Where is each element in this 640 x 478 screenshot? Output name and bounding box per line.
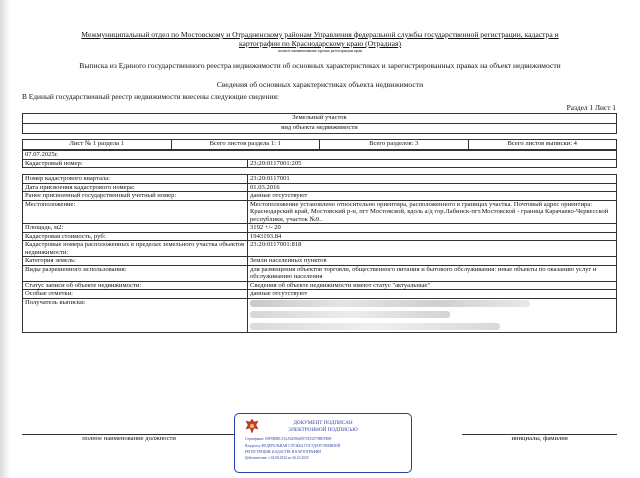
stamp-title-2: ЭЛЕКТРОННОЙ ПОДПИСЬЮ xyxy=(288,427,358,433)
redaction-1 xyxy=(250,300,530,307)
redaction-2 xyxy=(250,311,450,318)
row-label-assignment-date: Дата присвоения кадастрового номера: xyxy=(23,183,248,192)
row-label-cadastral-number: Кадастровый номер: xyxy=(23,159,248,168)
row-label-land-category: Категория земель: xyxy=(23,257,248,266)
e-signature-stamp xyxy=(234,413,412,473)
row-value-special-notes: данные отсутствуют xyxy=(248,290,617,299)
total-sheets: Всего листов выписки: 4 xyxy=(468,140,617,150)
row-value-permitted-use: для размещения объектов торговли, общественного питания и бытового обслуживания: иные объекты по оказанию услуг и обслуживанию населения xyxy=(248,265,617,281)
page-shadow xyxy=(0,0,10,478)
row-value-previous-number: данные отсутствуют xyxy=(248,192,617,201)
sheet-info-table xyxy=(22,139,617,150)
authority-line-1 xyxy=(20,30,620,39)
row-value-assignment-date: 01.03.2016 xyxy=(248,183,617,192)
row-value-objects-within: 23:20:0117001:818 xyxy=(248,241,617,257)
sheets-in-section: Всего листов раздела 1: 1 xyxy=(171,140,320,150)
row-value-cadastral-value: 1943193.84 xyxy=(248,232,617,241)
row-label-recipient: Получатель выписки: xyxy=(23,298,248,333)
redaction-3 xyxy=(250,323,500,330)
row-label-record-status: Статус записи об объекте недвижимости: xyxy=(23,281,248,290)
table-spacer xyxy=(23,168,617,175)
row-label-cadastral-value: Кадастровая стоимость, руб: xyxy=(23,232,248,241)
authority-text-2: картографии по Краснодарскому краю (Отрадная) xyxy=(238,39,402,48)
authority-caption: полное наименование органа регистрации прав xyxy=(277,48,363,53)
row-label-location: Местоположение: xyxy=(23,200,248,224)
row-value-location: Местоположение установлено относительно ориентира, расположенного в границах участка. Почтовый адрес ориентира: Краснодарский край, Мостовский р-н, пгт Мостовской, вдоль а/д гор.Лабинск-пгт.Мостовской - граница Карачаево-Черкесской республики, участок №9.. xyxy=(248,200,617,224)
stamp-certificate: Сертификат: 00F9B8DC161A02586459701E2579BEFB09 xyxy=(245,437,332,441)
authority-line-2 xyxy=(20,39,620,48)
row-value-recipient-redacted xyxy=(248,298,617,333)
row-label-objects-within: Кадастровые номера расположенных в пределах земельного участка объектов недвижимости: xyxy=(23,241,248,257)
intro-text: В Единый государственный реестр недвижимости внесены следующие сведения: xyxy=(22,92,279,101)
stamp-title-1: ДОКУМЕНТ ПОДПИСАН xyxy=(293,420,353,426)
position-field xyxy=(22,414,236,435)
row-label-previous-number: Ранее присвоенный государственный учетный номер: xyxy=(23,192,248,201)
stamp-owner-2: РЕГИСТРАЦИИ, КАДАСТРА И КАРТОГРАФИИ xyxy=(245,450,321,454)
row-label-permitted-use: Виды разрешенного использования: xyxy=(23,265,248,281)
name-caption: инициалы, фамилия xyxy=(511,435,568,442)
extract-date: 07.07.2025г. xyxy=(23,151,617,160)
extract-title: Выписка из Единого государственного реестра недвижимости об основных характеристиках и зарегистрированных правах на объект недвижимости xyxy=(79,61,561,70)
row-value-land-category: Земли населенных пунктов xyxy=(248,257,617,266)
total-sections: Всего разделов: 3 xyxy=(320,140,469,150)
name-field xyxy=(462,414,617,435)
row-label-area: Площадь, м2: xyxy=(23,224,248,233)
characteristics-table xyxy=(22,150,617,333)
row-value-area: 3192 +/- 20 xyxy=(248,224,617,233)
stamp-owner-1: Владелец: ФЕДЕРАЛЬНАЯ СЛУЖБА ГОСУДАРСТВЕННОЙ xyxy=(245,444,341,448)
authority-text-1: Межмуниципальный отдел по Мостовскому и Отрадненскому районам Управления федеральной службы государственной регистрации, кадастра и xyxy=(81,30,559,39)
object-type-value: Земельный участок xyxy=(23,114,617,124)
row-value-cadastral-number: 23:20:0117001:205 xyxy=(248,159,617,168)
info-title: Сведения об основных характеристиках объекта недвижимости xyxy=(216,80,424,89)
sheet-number: Лист № 1 раздела 1 xyxy=(23,140,172,150)
row-label-quarter-number: Номер кадастрового квартала: xyxy=(23,175,248,184)
position-caption: полное наименование должности xyxy=(82,435,176,442)
object-type-caption: вид объекта недвижимости xyxy=(23,124,617,134)
stamp-validity: Действителен: с 02.08.2024 по 26.10.2025 xyxy=(245,456,309,460)
row-value-record-status: Сведения об объекте недвижимости имеют статус "актуальные" xyxy=(248,281,617,290)
object-type-table xyxy=(22,113,617,134)
section-sheet-label: Раздел 1 Лист 1 xyxy=(566,103,616,112)
row-label-special-notes: Особые отметки: xyxy=(23,290,248,299)
row-value-quarter-number: 23:20:0117001 xyxy=(248,175,617,184)
